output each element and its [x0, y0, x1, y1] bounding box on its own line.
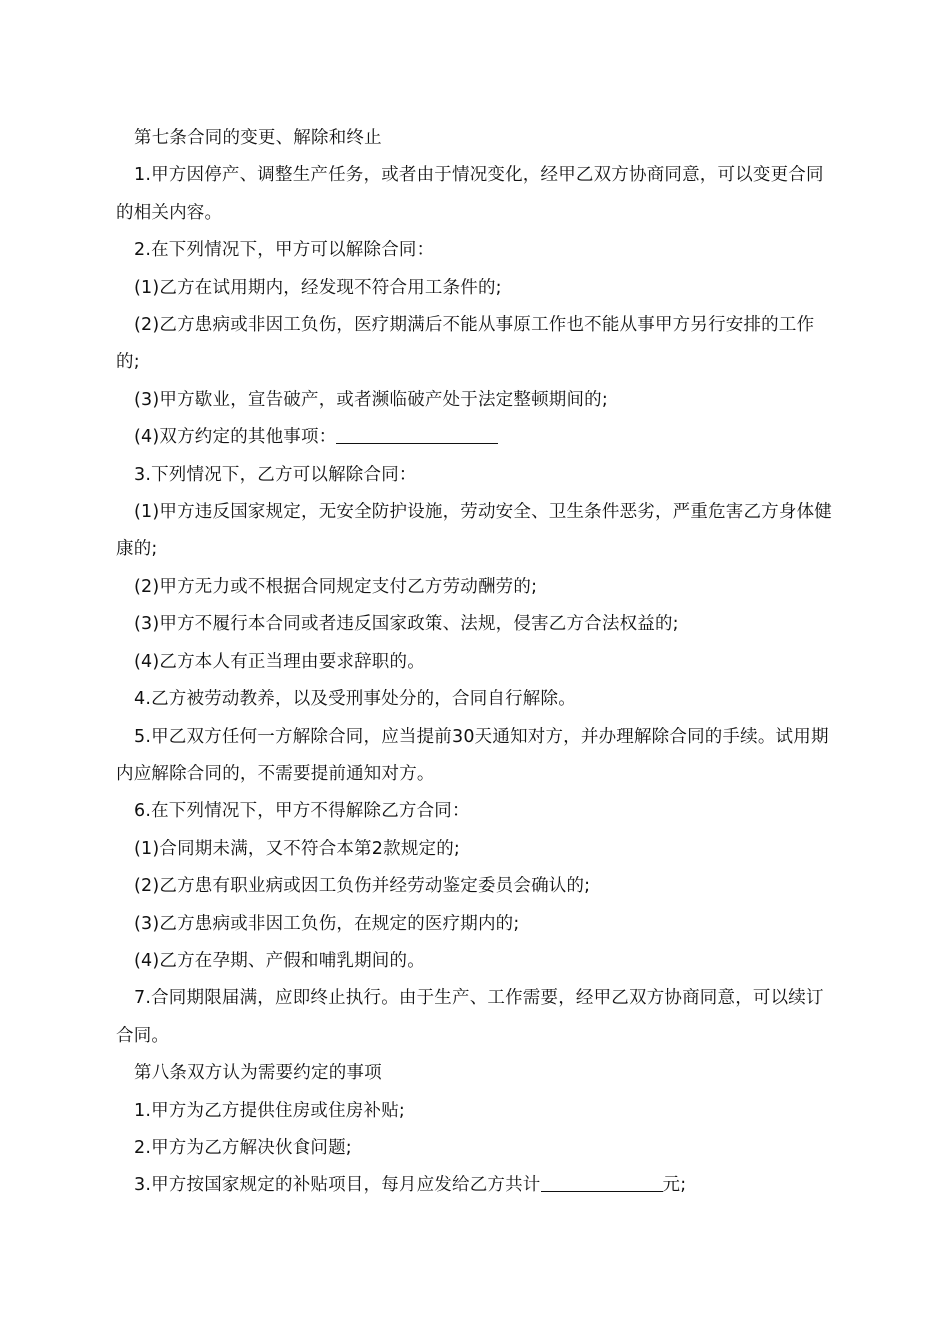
article-8-clause-3: [116, 1167, 836, 1204]
article-7-clause-2-item-2: (2)乙方患病或非因工负伤，医疗期满后不能从事原工作也不能从事甲方另行安排的工作的;: [116, 315, 815, 373]
document-page: [116, 120, 836, 1205]
article-7-clause-3-item-1: (1)甲方违反国家规定，无安全防护设施，劳动安全、卫生条件恶劣，严重危害乙方身体健康的;: [116, 502, 832, 560]
article-7-clause-4: 4.乙方被劳动教养，以及受刑事处分的，合同自行解除。: [134, 689, 576, 710]
clause-3-label: 3.甲方按国家规定的补贴项目，每月应发给乙方共计: [134, 1175, 541, 1196]
article-7-clause-6-item-1: (1)合同期未满，又不符合本第2款规定的;: [134, 838, 461, 859]
clause-3-suffix: 元;: [662, 1175, 687, 1196]
article-7-clause-3-item-3: (3)甲方不履行本合同或者违反国家政策、法规，侵害乙方合法权益的;: [134, 614, 679, 635]
article-7-heading: 第七条合同的变更、解除和终止: [134, 128, 382, 148]
fill-in-blank-subsidy-amount[interactable]: [541, 1173, 663, 1192]
article-8-heading: 第八条双方认为需要约定的事项: [134, 1063, 382, 1084]
article-7-clause-6-item-2: (2)乙方患有职业病或因工负伤并经劳动鉴定委员会确认的;: [134, 876, 591, 897]
article-7-clause-2-item-3: (3)甲方歇业，宣告破产，或者濒临破产处于法定整顿期间的;: [134, 389, 608, 410]
fill-in-blank-other-matters[interactable]: [336, 425, 498, 444]
article-7-clause-5: 5.甲乙双方任何一方解除合同，应当提前30天通知对方，并办理解除合同的手续。试用期内应解除合同的，不需要提前通知对方。: [116, 726, 829, 784]
article-7-clause-2-item-1: (1)乙方在试用期内，经发现不符合用工条件的;: [134, 277, 502, 298]
article-7-clause-3-item-2: (2)甲方无力或不根据合同规定支付乙方劳动酬劳的;: [134, 576, 538, 597]
article-8-clause-1: 1.甲方为乙方提供住房或住房补贴;: [134, 1100, 405, 1121]
article-7-clause-6-item-4: (4)乙方在孕期、产假和哺乳期间的。: [134, 950, 425, 971]
article-7-clause-1: 1.甲方因停产、调整生产任务，或者由于情况变化，经甲乙双方协商同意，可以变更合同的相关内容。: [116, 165, 824, 223]
article-7-clause-3: 3.下列情况下，乙方可以解除合同：: [134, 464, 417, 485]
article-7-clause-3-item-4: (4)乙方本人有正当理由要求辞职的。: [134, 651, 425, 672]
article-7-clause-6: 6.在下列情况下，甲方不得解除乙方合同：: [134, 801, 470, 822]
article-7-clause-2: 2.在下列情况下，甲方可以解除合同：: [134, 240, 435, 261]
article-7-clause-2-item-4: [116, 419, 836, 456]
article-7-clause-7: 7.合同期限届满，应即终止执行。由于生产、工作需要，经甲乙双方协商同意，可以续订合同。: [116, 988, 824, 1046]
item-4-label: (4)双方约定的其他事项：: [134, 427, 337, 448]
article-7-clause-6-item-3: (3)乙方患病或非因工负伤，在规定的医疗期内的;: [134, 913, 520, 934]
article-8-clause-2: 2.甲方为乙方解决伙食问题;: [134, 1137, 352, 1158]
